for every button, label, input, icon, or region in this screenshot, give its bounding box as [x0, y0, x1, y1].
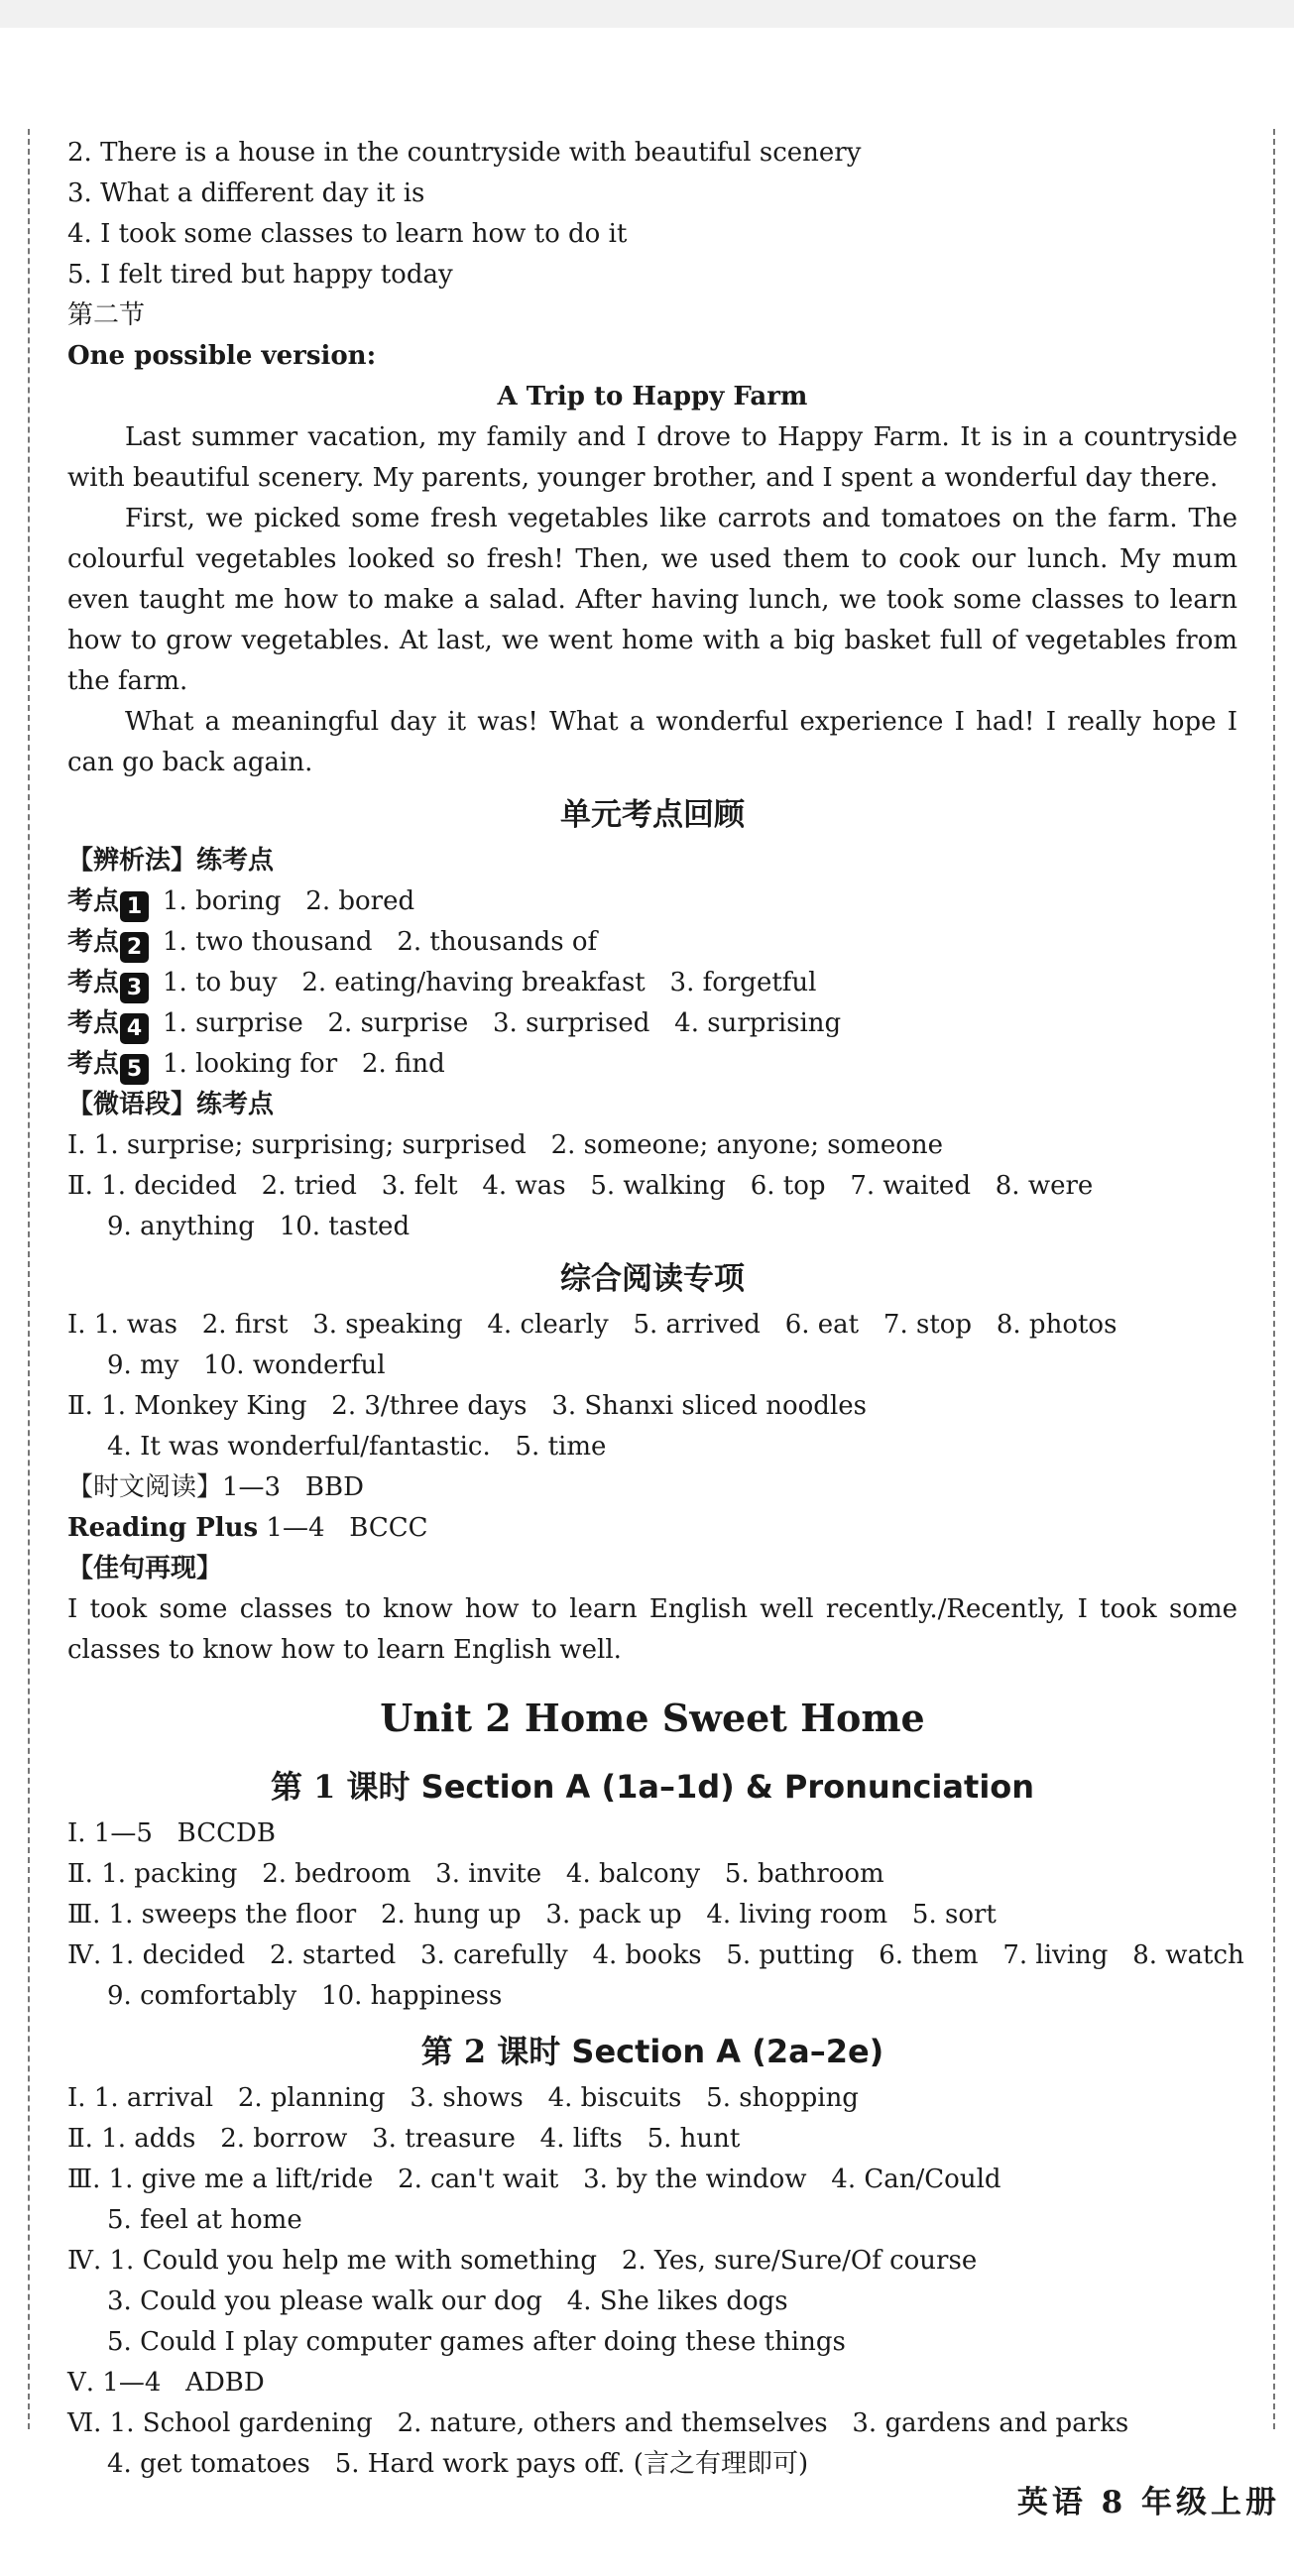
answer-line: Ⅵ. 1. School gardening 2. nature, others and themselves 3. gardens and parks — [67, 2408, 1129, 2438]
answer-line: 9. comfortably 10. happiness — [107, 1981, 503, 2011]
answer-line: 5. I felt tired but happy today — [67, 260, 453, 290]
answer-line: 3. Could you please walk our dog 4. She likes dogs — [107, 2286, 788, 2316]
answer-line: Ⅱ. 1. decided 2. tried 3. felt 4. was 5. walking 6. top 7. waited 8. were — [67, 1171, 1094, 1201]
kaodian-label: 考点 — [67, 968, 120, 997]
kaodian-row — [67, 1044, 1237, 1085]
review-section-title: 单元考点回顾 — [560, 797, 745, 833]
answer-line: Ⅱ. 1. Monkey King 2. 3/three days 3. Shanxi sliced noodles — [67, 1391, 867, 1421]
answer-line: Ⅲ. 1. give me a lift/ride 2. can't wait 3. by the window 4. Can/Could — [67, 2165, 1001, 2194]
kaodian-answers: 1. boring 2. bored — [163, 886, 415, 916]
answer-line: Ⅰ. 1. arrival 2. planning 3. shows 4. biscuits 5. shopping — [67, 2083, 859, 2113]
top-gray-band — [0, 0, 1294, 28]
answer-line: Ⅰ. 1. was 2. first 3. speaking 4. clearly 5. arrived 6. eat 7. stop 8. photos — [67, 1310, 1118, 1340]
answer-line: 5. Could I play computer games after doing these things — [107, 2327, 846, 2357]
answer-line: Ⅳ. 1. Could you help me with something 2. Yes, sure/Sure/Of course — [67, 2246, 978, 2276]
essay-title: A Trip to Happy Farm — [497, 382, 808, 411]
kaodian-number-badge: 2 — [120, 932, 149, 963]
kaodian-label: 考点 — [67, 1008, 120, 1038]
kaodian-answers: 1. surprise 2. surprise 3. surprised 4. surprising — [163, 1008, 842, 1038]
kaodian-row — [67, 881, 1237, 922]
page-footer: 英语 8 年级上册 — [1016, 2485, 1280, 2520]
answer-line: 5. feel at home — [107, 2205, 302, 2235]
answer-line: 9. anything 10. tasted — [107, 1212, 411, 1241]
shiwen-reading-answer: 【时文阅读】1—3 BBD — [67, 1472, 364, 1502]
part2-label: 第二节 — [67, 300, 146, 330]
kaodian-answers: 1. looking for 2. find — [163, 1049, 445, 1079]
answer-line: Ⅲ. 1. sweeps the floor 2. hung up 3. pack up 4. living room 5. sort — [67, 1900, 997, 1930]
lesson-title — [67, 1760, 1237, 1814]
kaodian-number-badge: 1 — [120, 891, 149, 922]
kaodian-row — [67, 922, 1237, 963]
essay-paragraph: First, we picked some fresh vegetables like carrots and tomatoes on the farm. The colourful vegetables looked so fresh! Then, we used them to cook our lunch. My mum even taught me how to make a salad. After having lunch, we took some classes to learn how to grow vegetables. At last, we went home with a big basket full of vegetables from the farm. — [67, 504, 1237, 696]
answer-line: 2. There is a house in the countryside with beautiful scenery — [67, 138, 862, 168]
answer-line: Ⅱ. 1. packing 2. bedroom 3. invite 4. balcony 5. bathroom — [67, 1859, 884, 1889]
kaodian-answers: 1. to buy 2. eating/having breakfast 3. forgetful — [163, 968, 817, 997]
reading-section-title: 综合阅读专项 — [560, 1261, 745, 1297]
lesson-title — [67, 2025, 1237, 2078]
right-dashed-margin-line — [1273, 129, 1275, 2429]
answer-line: Ⅰ. 1—5 BCCDB — [67, 1818, 277, 1848]
answer-line: 4. I took some classes to learn how to do it — [67, 219, 628, 249]
kaodian-label: 考点 — [67, 886, 120, 916]
lesson-title-cn: 第 1 课时 — [270, 1768, 411, 1806]
answer-line: Ⅴ. 1—4 ADBD — [67, 2368, 265, 2398]
possible-version-label: One possible version: — [67, 341, 377, 371]
jiaju-label: 【佳句再现】 — [67, 1554, 223, 1583]
lesson-title-cn: 第 2 课时 — [420, 2033, 561, 2070]
jiaju-sentence: I took some classes to know how to learn English well recently./Recently, I took some classes to know how to learn English well. — [67, 1594, 1237, 1665]
unit-title: Unit 2 Home Sweet Home — [380, 1696, 925, 1740]
kaodian-number-badge: 3 — [120, 973, 149, 1003]
micro-paragraph-label: 【微语段】练考点 — [67, 1090, 275, 1119]
kaodian-row — [67, 1003, 1237, 1044]
reading-plus-label: Reading Plus — [67, 1513, 259, 1543]
lesson-title-en: Section A (2a–2e) — [571, 2033, 884, 2070]
reading-plus-row — [67, 1508, 1237, 1549]
answer-line: Ⅰ. 1. surprise; surprising; surprised 2. someone; anyone; someone — [67, 1130, 944, 1160]
kaodian-label: 考点 — [67, 927, 120, 957]
answer-key-content — [67, 133, 1244, 2485]
kaodian-number-badge: 4 — [120, 1013, 149, 1044]
answer-line: Ⅱ. 1. adds 2. borrow 3. treasure 4. lifts 5. hunt — [67, 2124, 741, 2154]
answer-line: 4. get tomatoes 5. Hard work pays off. (言之有理即可) — [107, 2449, 809, 2479]
lesson-title-en: Section A (1a–1d) & Pronunciation — [420, 1768, 1035, 1806]
kaodian-number-badge: 5 — [120, 1054, 149, 1085]
kaodian-answers: 1. two thousand 2. thousands of — [163, 927, 598, 957]
essay-paragraph: Last summer vacation, my family and I drove to Happy Farm. It is in a countryside with beautiful scenery. My parents, younger brother, and I spent a wonderful day there. — [67, 422, 1237, 493]
kaodian-row — [67, 963, 1237, 1003]
kaodian-label: 考点 — [67, 1049, 120, 1079]
reading-plus-answer: 1—4 BCCC — [258, 1513, 428, 1543]
answer-line: 4. It was wonderful/fantastic. 5. time — [107, 1432, 607, 1462]
left-dashed-margin-line — [28, 129, 30, 2429]
answer-line: 3. What a different day it is — [67, 178, 425, 208]
essay-paragraph: What a meaningful day it was! What a wonderful experience I had! I really hope I can go back again. — [67, 707, 1237, 777]
answer-line: 9. my 10. wonderful — [107, 1350, 386, 1380]
answer-line: Ⅳ. 1. decided 2. started 3. carefully 4. books 5. putting 6. them 7. living 8. watch — [67, 1940, 1244, 1970]
method-label: 【辨析法】练考点 — [67, 846, 275, 876]
